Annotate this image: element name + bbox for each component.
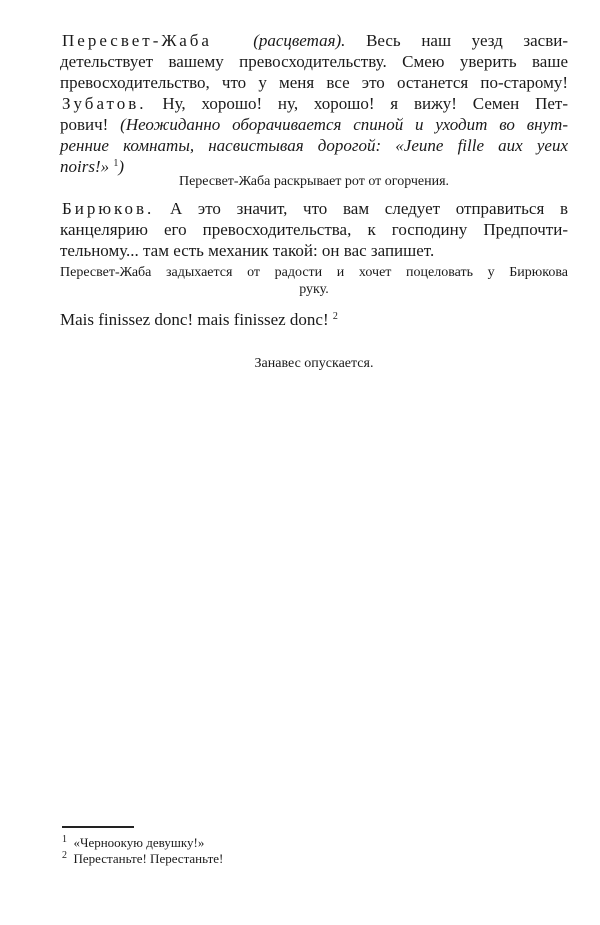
footnote-divider xyxy=(62,826,134,828)
stage-direction-inline: ренние комнаты, насвистывая дорогой: «Jeune fille aux yeux xyxy=(60,136,568,155)
footnote-text: «Черноокую девушку!» xyxy=(73,835,205,850)
stage-direction-inline: noirs!» xyxy=(60,157,110,176)
footnote-ref[interactable]: 1 xyxy=(113,158,119,169)
stage-direction-inline: (Неожиданно оборачивается спиной и уходит во внут- xyxy=(120,115,568,134)
speech-zubatov xyxy=(60,93,568,177)
speaker-name: Бирюков. xyxy=(62,199,155,218)
footnote xyxy=(62,851,223,867)
speech-french xyxy=(60,309,338,330)
text-line: Mais finissez donc! mais finissez donc! xyxy=(60,310,329,329)
text-fragment: рович! xyxy=(60,115,109,134)
footnote-ref[interactable]: 2 xyxy=(332,311,338,322)
footnote-mark: 1 xyxy=(62,834,67,845)
speech-biryukov xyxy=(60,198,568,261)
text-line: Весь наш уезд засви- xyxy=(366,31,568,50)
text-line: Ну, хорошо! ну, хорошо! я вижу! Семен Пет- xyxy=(162,94,569,113)
stage-direction: Пересвет-Жаба раскрывает рот от огорчения. xyxy=(178,174,450,189)
curtain-direction: Занавес опускается. xyxy=(254,356,374,371)
stage-direction: Пересвет-Жаба задыхается от радости и хочет поцеловать у Бирюкова xyxy=(60,265,568,280)
speaker-name: Зубатов. xyxy=(62,94,147,113)
speaker-name: Пересвет-Жаба xyxy=(62,31,212,50)
stage-direction-inline: (расцветая). xyxy=(253,31,346,50)
text-line: детельствует вашему превосходительству. Смею уверить ваше xyxy=(60,52,568,71)
text-line: тельному... там есть механик такой: он вас запишет. xyxy=(60,241,435,260)
stage-direction: руку. xyxy=(299,282,329,297)
text-line: А это значит, что вам следует отправиться в xyxy=(169,199,568,218)
text-line: превосходительство, что у меня все это останется по-старому! xyxy=(60,73,568,92)
text-line: канцелярию его превосходительства, к господину Предпочти- xyxy=(60,220,568,239)
speech-pereswet xyxy=(60,30,568,93)
footnote-text: Перестаньте! Перестаньте! xyxy=(73,851,224,866)
footnote xyxy=(62,835,204,851)
footnote-mark: 2 xyxy=(62,850,67,861)
paren-close: ) xyxy=(118,157,125,176)
